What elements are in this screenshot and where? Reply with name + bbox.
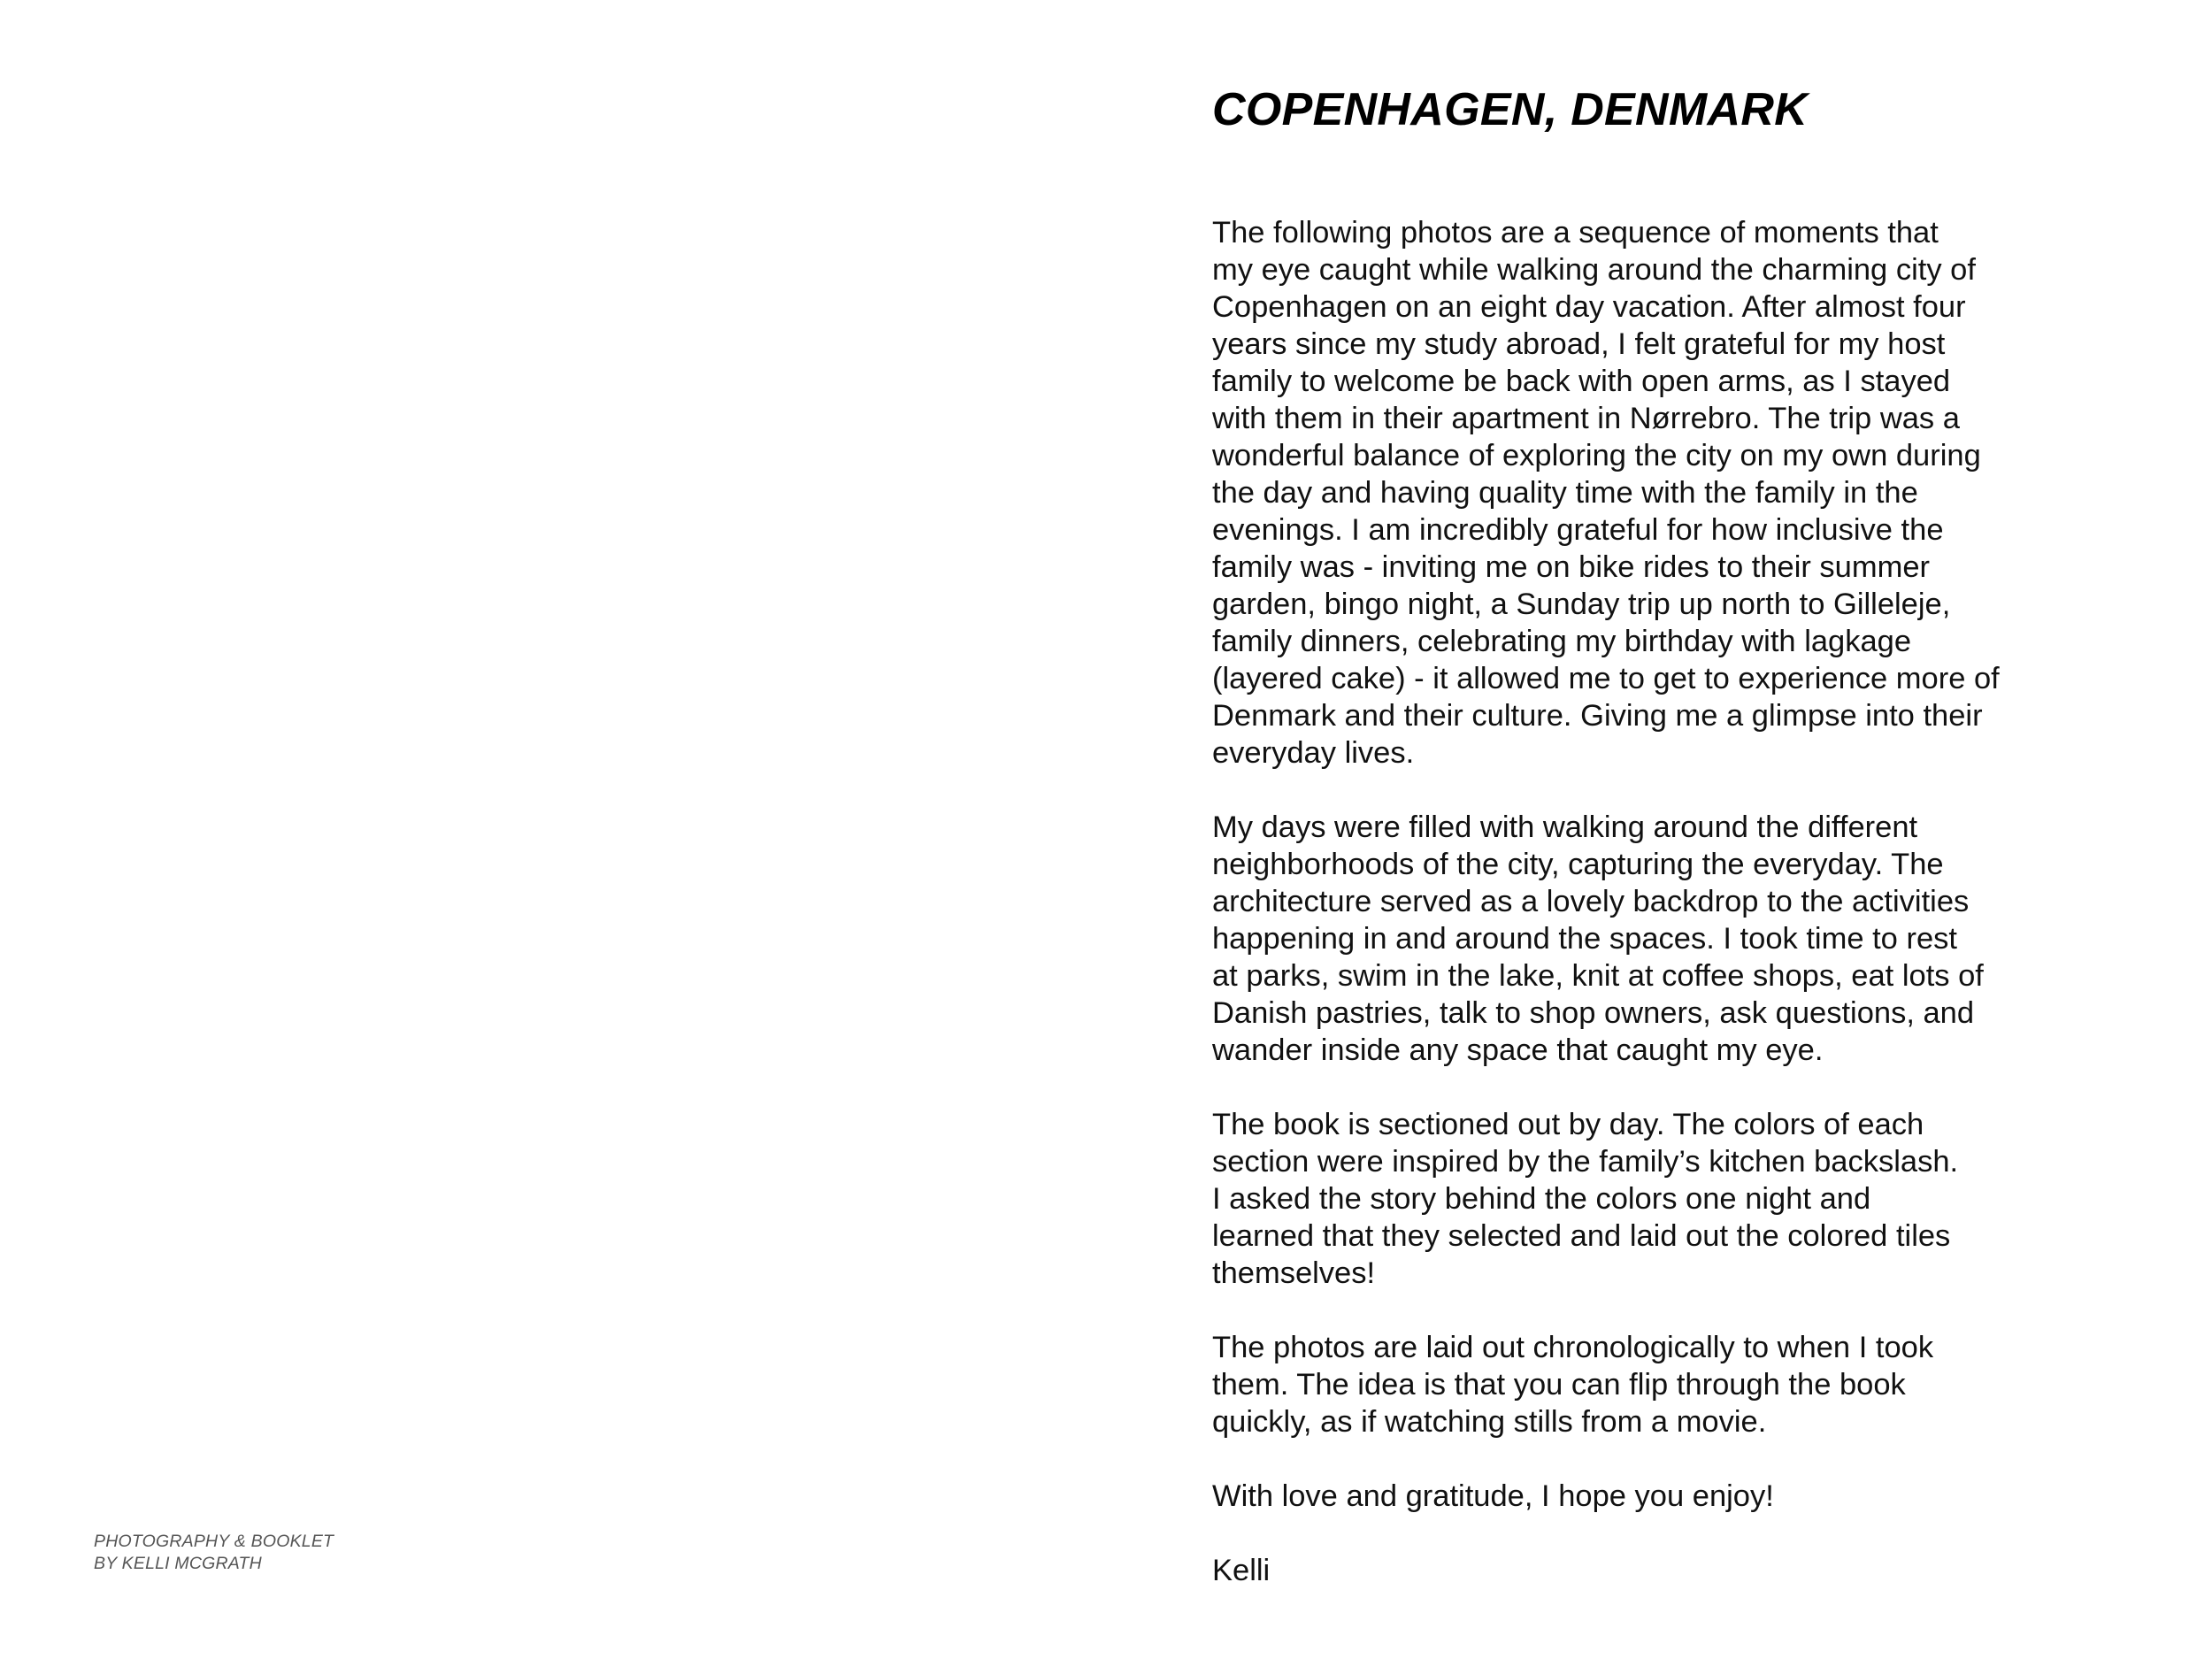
text-line: family dinners, celebrating my birthday with lagkage	[1212, 625, 1912, 658]
text-line: My days were filled with walking around the different	[1212, 810, 1918, 844]
text-line: section were inspired by the family’s kitchen backslash.	[1212, 1145, 1959, 1179]
signature-text: Kelli	[1212, 1554, 1271, 1587]
text-line: with them in their apartment in Nørrebro. The trip was a	[1212, 402, 1960, 435]
intro-text	[1212, 214, 2097, 1589]
text-line: them. The idea is that you can flip through the book	[1212, 1368, 1906, 1402]
page-title: COPENHAGEN, DENMARK	[1212, 84, 1809, 135]
text-line: (layered cake) - it allowed me to get to experience more of	[1212, 662, 2000, 695]
paragraph-days	[1212, 809, 2097, 1069]
text-line: everyday lives.	[1212, 736, 1415, 770]
paragraph-sections	[1212, 1106, 2097, 1292]
text-line: the day and having quality time with the family in the	[1212, 476, 1918, 510]
text-line: wander inside any space that caught my eye.	[1212, 1033, 1824, 1067]
credit-line: PHOTOGRAPHY & BOOKLET	[94, 1532, 334, 1551]
text-line: wonderful balance of exploring the city on my own during	[1212, 439, 1981, 472]
text-line: neighborhoods of the city, capturing the everyday. The	[1212, 848, 1944, 881]
text-line: The photos are laid out chronologically to when I took	[1212, 1331, 1934, 1364]
text-line: The book is sectioned out by day. The colors of each	[1212, 1108, 1924, 1141]
text-line: my eye caught while walking around the charming city of	[1212, 253, 1976, 287]
text-line: learned that they selected and laid out the colored tiles	[1212, 1219, 1951, 1253]
text-line: family to welcome be back with open arms, as I stayed	[1212, 365, 1951, 398]
text-line: Copenhagen on an eight day vacation. After almost four	[1212, 290, 1966, 324]
text-line: The following photos are a sequence of moments that	[1212, 216, 1939, 250]
text-line: at parks, swim in the lake, knit at coffee shops, eat lots of	[1212, 959, 1984, 993]
text-line: family was - inviting me on bike rides to their summer	[1212, 550, 1931, 584]
text-line: happening in and around the spaces. I took time to rest	[1212, 922, 1957, 956]
credit-line: BY KELLI MCGRATH	[94, 1554, 262, 1573]
text-line: Danish pastries, talk to shop owners, ask questions, and	[1212, 996, 1975, 1030]
photography-credit	[94, 1531, 334, 1575]
text-line: I asked the story behind the colors one night and	[1212, 1182, 1871, 1216]
text-line: architecture served as a lovely backdrop to the activities	[1212, 885, 1970, 918]
text-line: years since my study abroad, I felt grateful for my host	[1212, 327, 1946, 361]
text-line: quickly, as if watching stills from a movie.	[1212, 1405, 1767, 1439]
paragraph-photos	[1212, 1329, 2097, 1440]
text-line: Denmark and their culture. Giving me a glimpse into their	[1212, 699, 1983, 733]
text-line: evenings. I am incredibly grateful for how inclusive the	[1212, 513, 1944, 547]
text-line: garden, bingo night, a Sunday trip up north to Gilleleje,	[1212, 588, 1951, 621]
signoff-text: With love and gratitude, I hope you enjoy!	[1212, 1479, 1774, 1513]
text-line: themselves!	[1212, 1256, 1376, 1290]
right-page	[1106, 0, 2212, 1659]
paragraph-intro	[1212, 214, 2097, 772]
